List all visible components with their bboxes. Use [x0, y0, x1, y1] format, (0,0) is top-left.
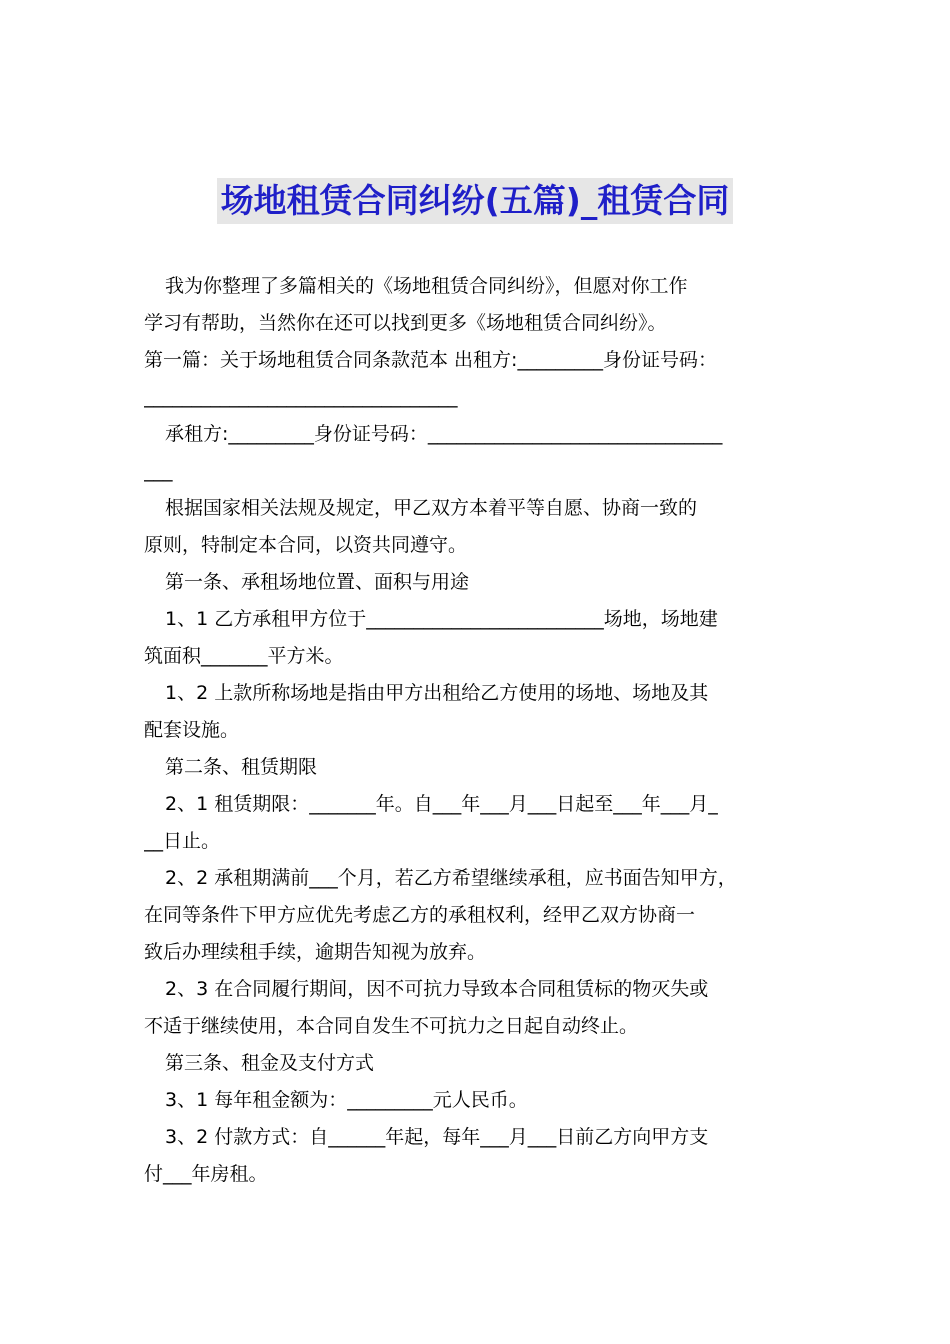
document-body	[144, 268, 820, 1193]
text-line: 2、3 在合同履行期间，因不可抗力导致本合同租赁标的物灭失或	[165, 978, 709, 1000]
text-line: 3、2 付款方式：自______年起，每年___月___日前乙方向甲方支	[165, 1126, 709, 1148]
text-line: __日止。	[144, 830, 221, 852]
text-line: _________________________________	[144, 386, 458, 408]
text-line: 2、2 承租期满前___个月，若乙方希望继续承租，应书面告知甲方，	[165, 867, 737, 889]
text-line: 1、1 乙方承租甲方位于_________________________场地，场地建	[165, 608, 718, 630]
text-line: 原则，特制定本合同，以资共同遵守。	[144, 534, 468, 556]
text-line: 在同等条件下甲方应优先考虑乙方的承租权利，经甲乙双方协商一	[144, 904, 696, 926]
text-line: 筑面积_______平方米。	[144, 645, 344, 667]
text-line: ___	[144, 460, 173, 482]
text-line: 我为你整理了多篇相关的《场地租赁合同纠纷》，但愿对你工作	[165, 275, 688, 297]
text-line: 根据国家相关法规及规定，甲乙双方本着平等自愿、协商一致的	[165, 497, 698, 519]
text-line: 2、1 租赁期限：_______年。自___年___月___日起至___年___月_	[165, 793, 718, 815]
text-line: 付___年房租。	[144, 1163, 268, 1185]
text-line: 1、2 上款所称场地是指由甲方出租给乙方使用的场地、场地及其	[165, 682, 709, 704]
text-line: 承租方:_________身份证号码：_______________________________	[165, 423, 723, 445]
section-heading: 第三条、租金及支付方式	[165, 1052, 375, 1074]
section-heading: 第一条、承租场地位置、面积与用途	[165, 571, 470, 593]
text-line: 不适于继续使用，本合同自发生不可抗力之日起自动终止。	[144, 1015, 639, 1037]
title-container	[0, 178, 950, 224]
text-line: 致后办理续租手续，逾期告知视为放弃。	[144, 941, 487, 963]
document-title: 场地租赁合同纠纷(五篇)_租赁合同	[217, 178, 734, 224]
text-line: 配套设施。	[144, 719, 240, 741]
section-heading: 第二条、租赁期限	[165, 756, 318, 778]
text-line: 3、1 每年租金额为：_________元人民币。	[165, 1089, 528, 1111]
text-line: 第一篇：关于场地租赁合同条款范本 出租方:_________身份证号码：	[144, 349, 717, 371]
text-line: 学习有帮助，当然你在还可以找到更多《场地租赁合同纠纷》。	[144, 312, 667, 334]
